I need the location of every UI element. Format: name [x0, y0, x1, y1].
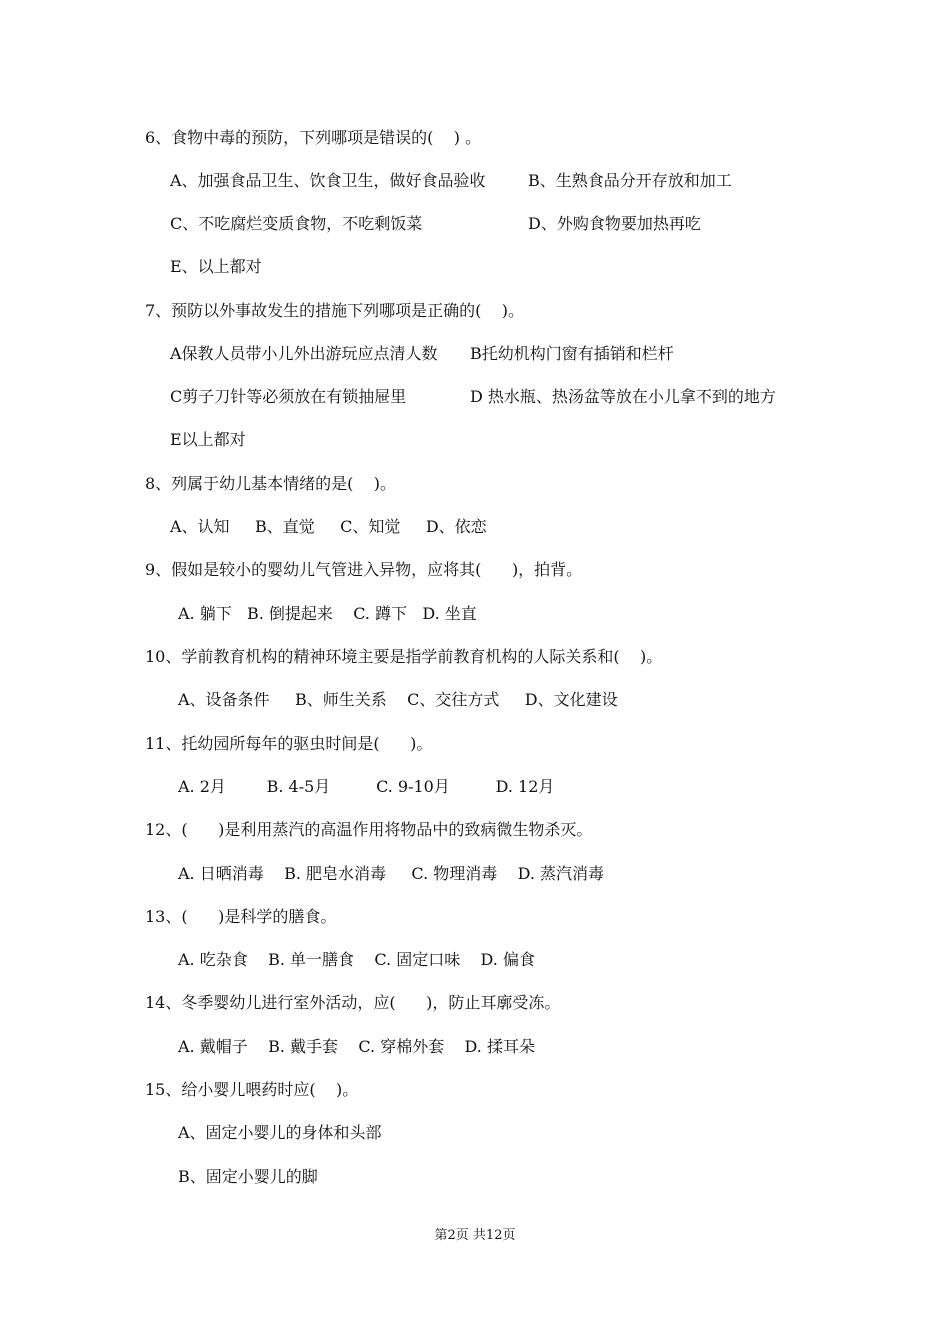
page-number: 第2页 共12页 [434, 1228, 516, 1243]
option-6e: E、以上都对 [170, 257, 262, 276]
option-6d: D、外购食物要加热再吃 [528, 214, 701, 233]
options-10: A、设备条件 B、师生关系 C、交往方式 D、文化建设 [178, 690, 618, 709]
option-7b: B托幼机构门窗有插销和栏杆 [470, 344, 674, 363]
option-7d: D 热水瓶、热汤盆等放在小儿拿不到的地方 [470, 387, 776, 406]
option-15a: A、固定小婴儿的身体和头部 [178, 1123, 382, 1142]
option-6b: B、生熟食品分开存放和加工 [528, 171, 732, 190]
options-11: A. 2月 B. 4-5月 C. 9-10月 D. 12月 [178, 777, 555, 796]
question-11: 11、托幼园所每年的驱虫时间是( )。 [145, 734, 433, 753]
options-8: A、认知 B、直觉 C、知觉 D、依恋 [170, 517, 487, 536]
option-7c: C剪子刀针等必须放在有锁抽屉里 [170, 387, 407, 406]
question-14: 14、冬季婴幼儿进行室外活动，应( )，防止耳廓受冻。 [145, 993, 561, 1012]
option-7a: A保教人员带小儿外出游玩应点清人数 [170, 344, 438, 363]
question-15: 15、给小婴儿喂药时应( )。 [145, 1080, 359, 1099]
question-12: 12、( )是利用蒸汽的高温作用将物品中的致病微生物杀灭。 [145, 820, 593, 839]
question-10: 10、学前教育机构的精神环境主要是指学前教育机构的人际关系和( )。 [145, 647, 663, 666]
question-13: 13、( )是科学的膳食。 [145, 907, 337, 926]
options-14: A. 戴帽子 B. 戴手套 C. 穿棉外套 D. 揉耳朵 [178, 1037, 535, 1056]
option-15b: B、固定小婴儿的脚 [178, 1167, 318, 1186]
option-6a: A、加强食品卫生、饮食卫生，做好食品验收 [170, 171, 486, 190]
question-8: 8、列属于幼儿基本情绪的是( )。 [145, 474, 397, 493]
option-6c: C、不吃腐烂变质食物，不吃剩饭菜 [170, 214, 423, 233]
options-9: A. 躺下 B. 倒提起来 C. 蹲下 D. 坐直 [178, 604, 477, 623]
question-7: 7、预防以外事故发生的措施下列哪项是正确的( )。 [145, 301, 525, 320]
question-6: 6、食物中毒的预防，下列哪项是错误的( ) 。 [145, 128, 482, 147]
options-13: A. 吃杂食 B. 单一膳食 C. 固定口味 D. 偏食 [178, 950, 535, 969]
options-12: A. 日晒消毒 B. 肥皂水消毒 C. 物理消毒 D. 蒸汽消毒 [178, 864, 605, 883]
question-9: 9、假如是较小的婴幼儿气管进入异物，应将其( )，拍背。 [145, 560, 583, 579]
option-7e: E以上都对 [170, 430, 246, 449]
